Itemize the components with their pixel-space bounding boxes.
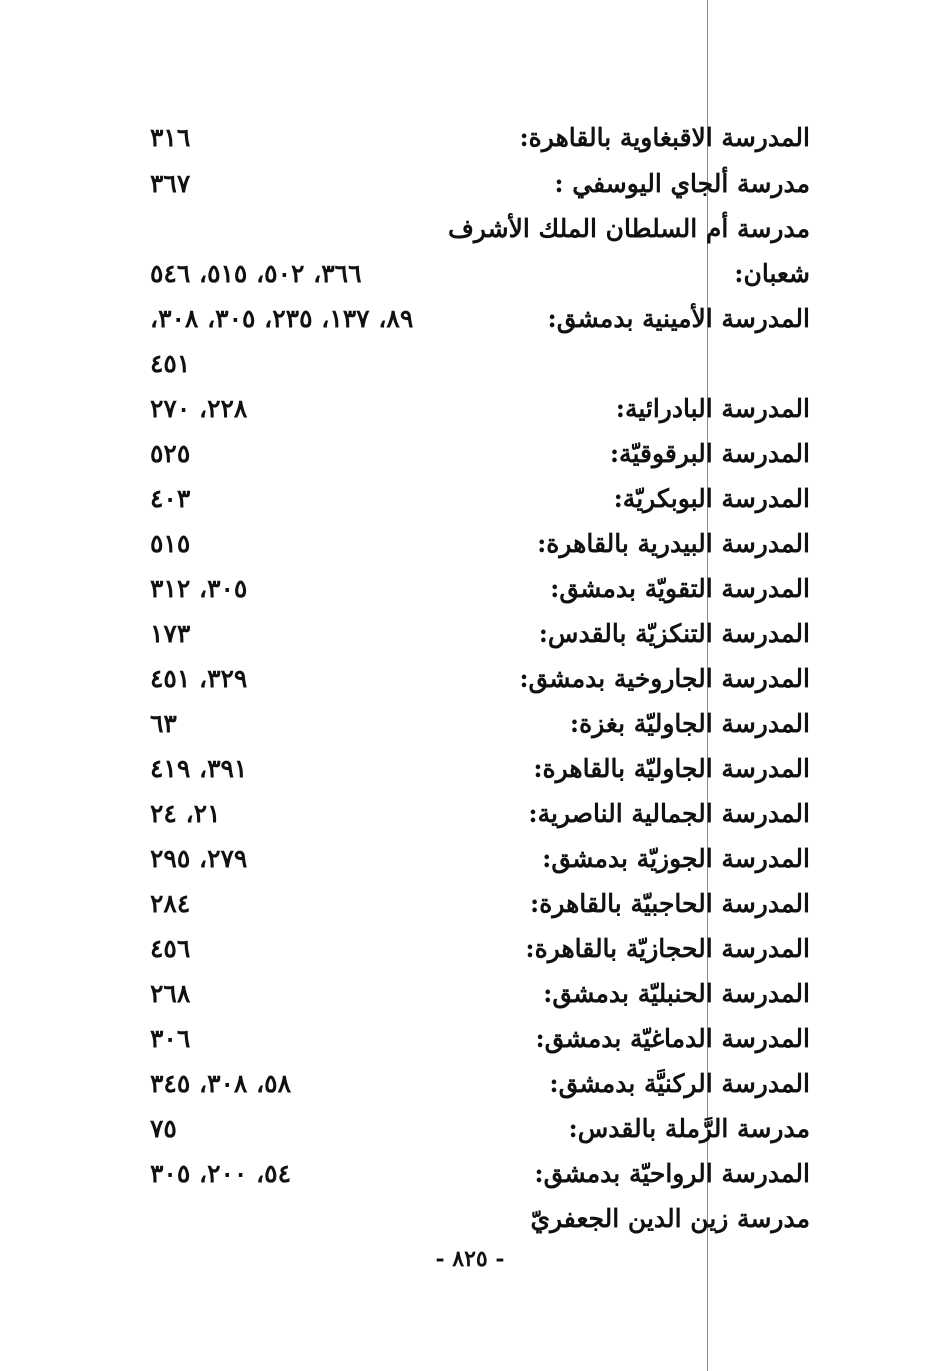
index-entry [150, 479, 810, 519]
index-entry [150, 1109, 810, 1149]
entry-name: المدرسة الحاجبيّة بالقاهرة: [530, 889, 810, 918]
index-entry [150, 1064, 810, 1104]
index-entry [150, 794, 810, 834]
entry-pages: ٥٨، ٣٠٨، ٣٤٥ [150, 1069, 292, 1098]
entry-pages: ٣٦٦، ٥٠٢، ٥١٥، ٥٤٦ [150, 259, 362, 288]
entry-name: المدرسة التقويّة بدمشق: [550, 574, 810, 603]
entry-pages: ٤٥١ [150, 349, 191, 378]
entry-name: شعبان: [734, 259, 810, 288]
entry-pages: ٤٥٦ [150, 934, 191, 963]
entry-pages: ٣٠٥، ٣١٢ [150, 574, 248, 603]
entry-pages: ٢٧٩، ٢٩٥ [150, 844, 248, 873]
entry-name: المدرسة الدماغيّة بدمشق: [535, 1024, 810, 1053]
entry-pages: ٥١٥ [150, 529, 191, 558]
entry-name: المدرسة الجمالية الناصرية: [528, 799, 810, 828]
entry-pages: ٣٦٧ [150, 169, 191, 198]
entry-pages: ٢٦٨ [150, 979, 191, 1008]
index-entry [150, 118, 810, 158]
index-entry [150, 389, 810, 429]
entry-pages: ٢٢٨، ٢٧٠ [150, 394, 248, 423]
entry-name: المدرسة الجوزيّة بدمشق: [542, 844, 810, 873]
entry-name: المدرسة البادرائية: [615, 394, 810, 423]
entry-pages: ٥٤، ٢٠٠، ٣٠٥ [150, 1159, 292, 1188]
index-entry [150, 524, 810, 564]
index-entry [150, 209, 810, 249]
entry-pages: ٨٩، ١٣٧، ٢٣٥، ٣٠٥، ٣٠٨، [150, 304, 414, 333]
entry-name: مدرسة ألجاي اليوسفي : [554, 169, 810, 198]
index-entry [150, 884, 810, 924]
index-entry [150, 974, 810, 1014]
entry-pages: ٢١، ٢٤ [150, 799, 221, 828]
entry-name: المدرسة الركنيَّة بدمشق: [549, 1069, 810, 1098]
entry-name: المدرسة الحجازيّة بالقاهرة: [525, 934, 810, 963]
index-entry [150, 929, 810, 969]
entry-name: المدرسة الأمينية بدمشق: [547, 304, 810, 333]
entry-name: المدرسة الجاوليّة بالقاهرة: [533, 754, 810, 783]
index-entry [150, 254, 810, 294]
index-entry-continuation [150, 344, 810, 384]
index-entry [150, 839, 810, 879]
entry-name: المدرسة التنكزيّة بالقدس: [538, 619, 810, 648]
entry-name: المدرسة البرقوقيّة: [609, 439, 810, 468]
index-entry [150, 659, 810, 699]
entry-pages: ٥٢٥ [150, 439, 191, 468]
index-entry [150, 299, 810, 339]
index-entry [150, 614, 810, 654]
entry-name: المدرسة البيدرية بالقاهرة: [537, 529, 810, 558]
entry-name: مدرسة الرَّملة بالقدس: [568, 1114, 810, 1143]
entry-name: مدرسة زين الدين الجعفريّ [530, 1204, 810, 1233]
entry-pages: ٣١٦ [150, 123, 191, 152]
entry-pages: ٣٢٩، ٤٥١ [150, 664, 248, 693]
entry-name: مدرسة أم السلطان الملك الأشرف [447, 214, 810, 243]
entry-name: المدرسة البوبكريّة: [613, 484, 810, 513]
entry-name: المدرسة الجاوليّة بغزة: [569, 709, 810, 738]
index-entry [150, 569, 810, 609]
entry-name: المدرسة الحنبليّة بدمشق: [543, 979, 810, 1008]
index-entry [150, 749, 810, 789]
entry-pages: ١٧٣ [150, 619, 191, 648]
entry-pages: ٧٥ [150, 1114, 177, 1143]
entry-name: المدرسة الرواحيّة بدمشق: [534, 1159, 810, 1188]
page-number: - ٨٢٥ - [435, 1246, 505, 1272]
entry-pages: ٤٠٣ [150, 484, 191, 513]
index-entry [150, 1154, 810, 1194]
entry-pages: ٢٨٤ [150, 889, 191, 918]
entry-pages: ٣٠٦ [150, 1024, 191, 1053]
entry-pages: ٦٣ [150, 709, 177, 738]
entry-name: المدرسة الاقبغاوية بالقاهرة: [519, 123, 810, 152]
index-entry [150, 434, 810, 474]
index-entry [150, 704, 810, 744]
index-entry [150, 1199, 810, 1239]
index-entry [150, 1019, 810, 1059]
entry-name: المدرسة الجاروخية بدمشق: [519, 664, 810, 693]
index-entry [150, 164, 810, 204]
entry-pages: ٣٩١، ٤١٩ [150, 754, 248, 783]
